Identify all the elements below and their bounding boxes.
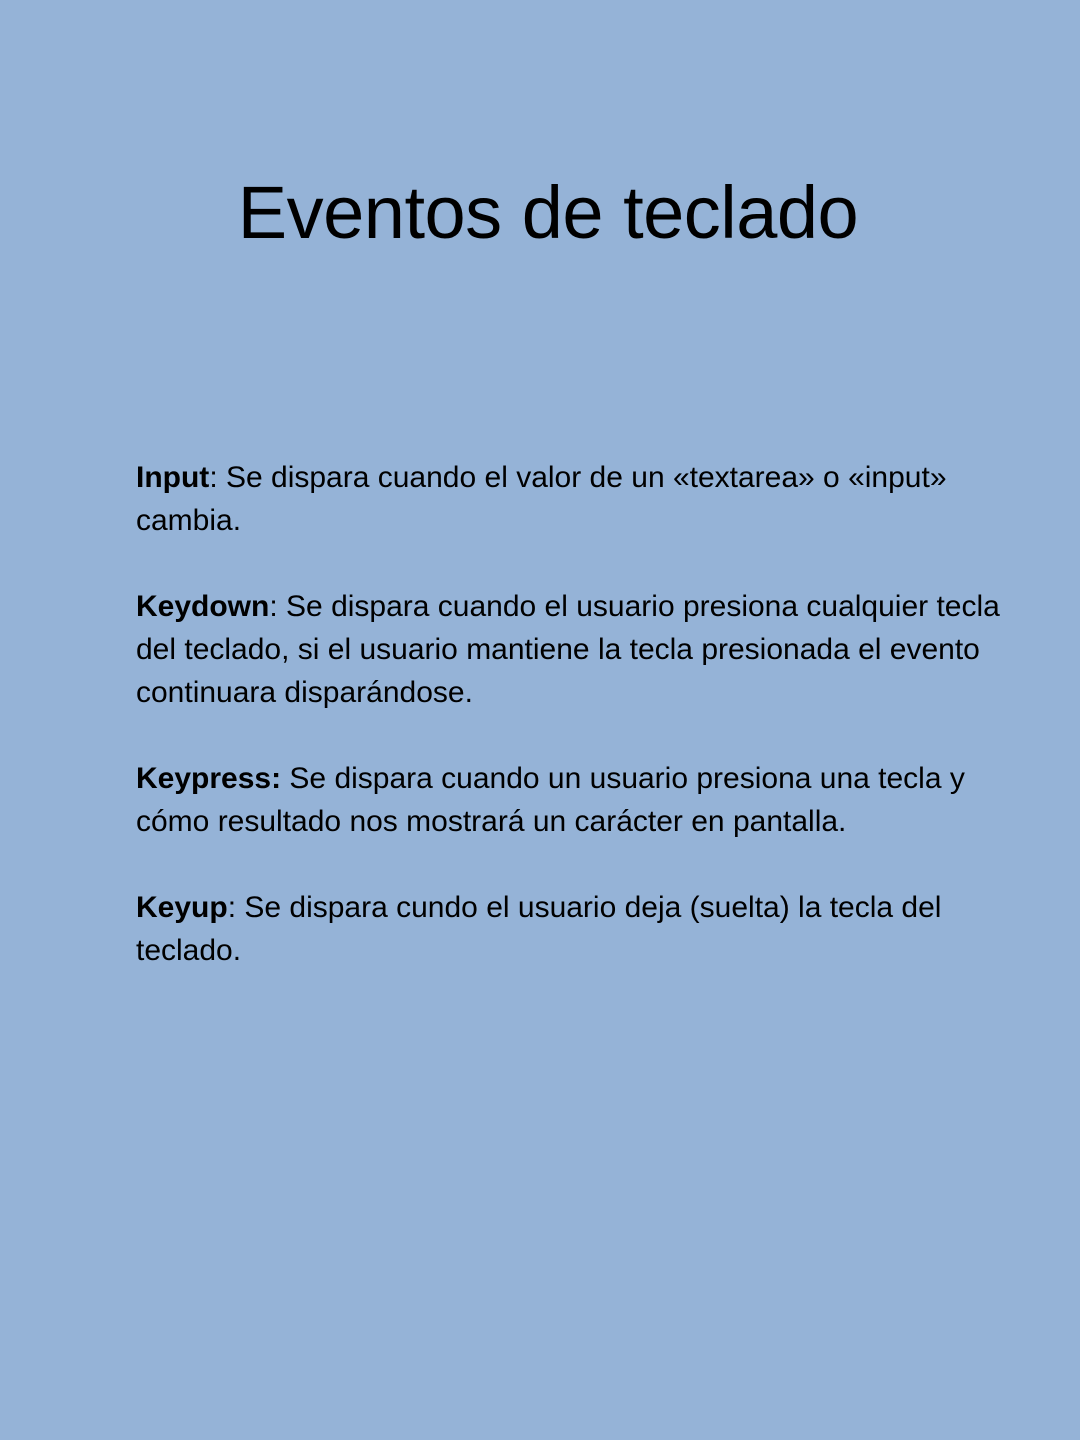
entry-separator: : [269, 590, 278, 623]
entry-term: Keydown [136, 590, 270, 623]
entry-input [136, 456, 1016, 542]
slide-content [136, 456, 1016, 1015]
entry-keypress [136, 757, 1016, 843]
entry-separator: : [209, 461, 218, 494]
entry-description: Se dispara cundo el usuario deja (suelta) la tecla del teclado. [136, 891, 942, 967]
entry-term: Keyup [136, 891, 228, 924]
entry-term: Input [136, 461, 210, 494]
entry-separator: : [227, 891, 237, 924]
entry-description: Se dispara cuando un usuario presiona una tecla y cómo resultado nos mostrará un carácter en pantalla. [136, 762, 965, 838]
entry-keydown [136, 585, 1016, 714]
entry-keyup [136, 886, 1016, 972]
slide-title: Eventos de teclado [237, 171, 859, 254]
entry-description: Se dispara cuando el valor de un «textarea» o «input» cambia. [136, 461, 947, 537]
entry-term: Keypress: [136, 762, 282, 795]
entry-description: Se dispara cuando el usuario presiona cualquier tecla del teclado, si el usuario mantiene la tecla presionada el evento continuara disparándose. [136, 590, 1000, 709]
